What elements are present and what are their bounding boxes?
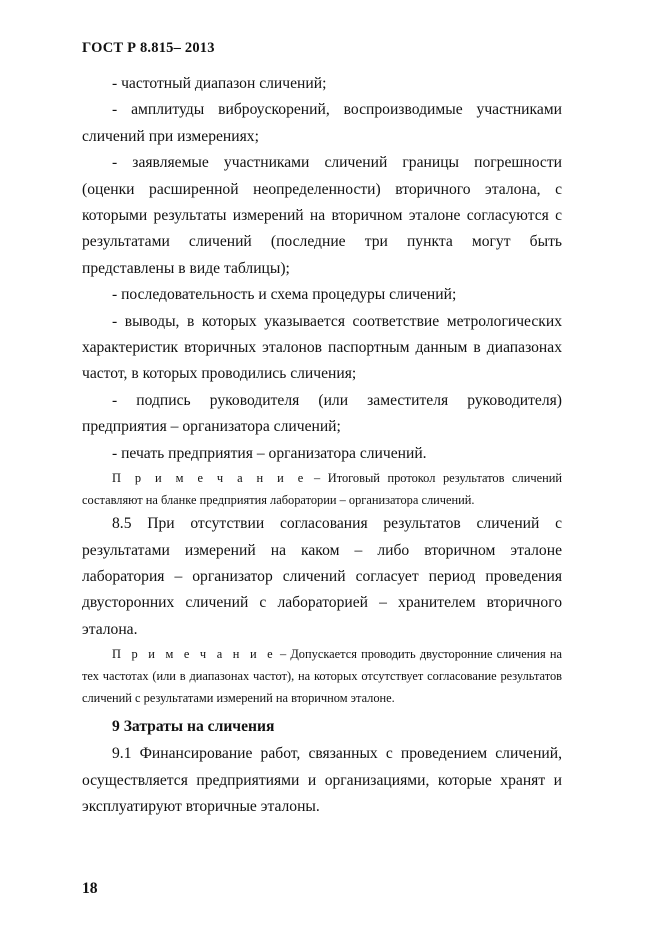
paragraph-8-5: 8.5 При отсутствии согласования результатов сличений с результатами измерений на каком – либо вторичном эталоне лаборатория – организатор сличений согласует период проведения двусторонних сличений с лабораторией – хранителем вторичного эталона.: [82, 515, 562, 638]
note-1: [82, 467, 562, 511]
list-item-frequency-range: - частотный диапазон сличений;: [112, 75, 327, 92]
note-2-text: – Допускается проводить двусторонние сличения на тех частотах (или в диапазонах частот), на которых отсутствует согласование результатов сличений с результатами измерений на вторичном эталоне.: [82, 647, 562, 706]
page-number: 18: [82, 880, 98, 897]
list-item-stamp: - печать предприятия – организатора сличений.: [112, 444, 427, 462]
list-item-amplitudes: - амплитуды виброускорений, воспроизводимые участниками сличений при измерениях;: [82, 101, 562, 145]
section-9-heading: 9 Затраты на сличения: [112, 718, 275, 736]
note-1-text: – Итоговый протокол результатов сличений составляют на бланке предприятия лаборатории – организатора сличений.: [82, 471, 562, 508]
list-item-error-limits: - заявляемые участниками сличений границы погрешности (оценки расширенной неопределенности) вторичного эталона, с которыми результаты измерений на вторичном эталоне согласуются с результатами сличений (последние три пункта могут быть представлены в виде таблицы);: [82, 154, 562, 277]
list-item-signature: - подпись руководителя (или заместителя руководителя) предприятия – организатора сличений;: [82, 391, 562, 436]
page-body: [82, 71, 562, 820]
note-2-label: П р и м е ч а н и е: [112, 647, 276, 662]
paragraph-9-1: 9.1 Финансирование работ, связанных с проведением сличений, осуществляется предприятиями и организациями, которые хранят и эксплуатируют вторичные эталоны.: [82, 745, 562, 815]
note-1-label: П р и м е ч а н и е: [112, 471, 307, 486]
list-item-conclusions: - выводы, в которых указывается соответствие метрологических характеристик вторичных эталонов паспортным данным в диапазонах частот, в которых проводились сличения;: [82, 312, 562, 383]
list-item-procedure-sequence: - последовательность и схема процедуры сличений;: [112, 286, 457, 304]
document-code-header: ГОСТ Р 8.815– 2013: [82, 40, 215, 56]
note-2: [82, 643, 562, 709]
